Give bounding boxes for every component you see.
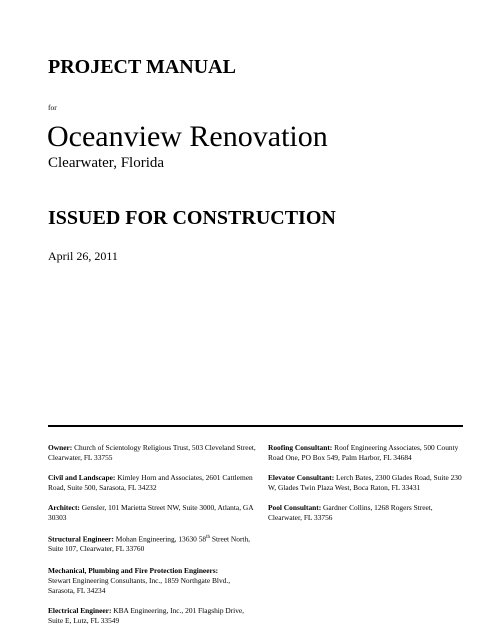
project-location: Clearwater, Florida — [48, 155, 165, 171]
consultant-entry-civil — [48, 473, 258, 493]
consultant-entry-architect — [48, 503, 258, 523]
issue-date: April 26, 2011 — [48, 249, 118, 263]
manual-title: PROJECT MANUAL — [48, 56, 236, 78]
consultant-details: Gensler, 101 Marietta Street NW, Suite 3000, Atlanta, GA 30303 — [48, 503, 254, 522]
consultant-role: Electrical Engineer: — [48, 606, 112, 616]
consultant-details: Church of Scientology Religious Trust, 503 Cleveland Street, Clearwater, FL 33755 — [48, 443, 256, 462]
consultant-details: Roof Engineering Associates, 500 County Road One, PO Box 549, Palm Harbor, FL 34684 — [268, 443, 459, 462]
consultant-role: Architect: — [48, 503, 80, 512]
issue-status: ISSUED FOR CONSTRUCTION — [48, 207, 336, 229]
for-label: for — [48, 103, 57, 112]
project-name: Oceanview Renovation — [47, 120, 328, 153]
consultant-role: Structural Engineer: — [48, 534, 114, 544]
consultant-details: Mohan Engineering, 13630 58 — [115, 534, 207, 544]
consultant-entry-elevator — [268, 473, 468, 493]
consultant-details: Stewart Engineering Consultants, Inc., 1859 Northgate Blvd., Sarasota, FL 34234 — [48, 576, 231, 596]
consultants-left-column — [48, 443, 258, 636]
consultant-entry-pool — [268, 503, 468, 523]
consultant-details: Kimley Horn and Associates, 2601 Cattlemen Road, Suite 500, Sarasota, FL 34232 — [48, 473, 253, 492]
consultant-role: Roofing Consultant: — [268, 443, 333, 452]
consultant-details: Lerch Bates, 2300 Glades Road, Suite 230 W, Glades Twin Plaza West, Boca Raton, FL 33431 — [268, 473, 462, 492]
consultant-details: Gardner Collins, 1268 Rogers Street, Clearwater, FL 33756 — [268, 503, 433, 522]
consultants-right-column — [268, 443, 468, 533]
consultant-details-continued: Street North, Suite 107, Clearwater, FL 33760 — [48, 534, 251, 554]
divider-rule — [48, 425, 463, 427]
consultant-role: Pool Consultant: — [268, 503, 322, 512]
consultant-role: Mechanical, Plumbing and Fire Protection Engineers: — [48, 566, 219, 576]
consultant-details: KBA Engineering, Inc., 201 Flagship Drive, Suite E, Lutz, FL 33549 — [48, 606, 245, 626]
consultant-entry-electrical — [48, 606, 258, 626]
consultant-role: Owner: — [48, 443, 73, 452]
consultant-role: Elevator Consultant: — [268, 473, 335, 482]
consultant-entry-owner — [48, 443, 258, 463]
ordinal-suffix: th — [206, 535, 210, 540]
consultant-entry-roofing — [268, 443, 468, 463]
consultant-role: Civil and Landscape: — [48, 473, 116, 482]
consultant-entry-mep — [48, 566, 258, 596]
consultant-entry-structural — [48, 533, 258, 554]
